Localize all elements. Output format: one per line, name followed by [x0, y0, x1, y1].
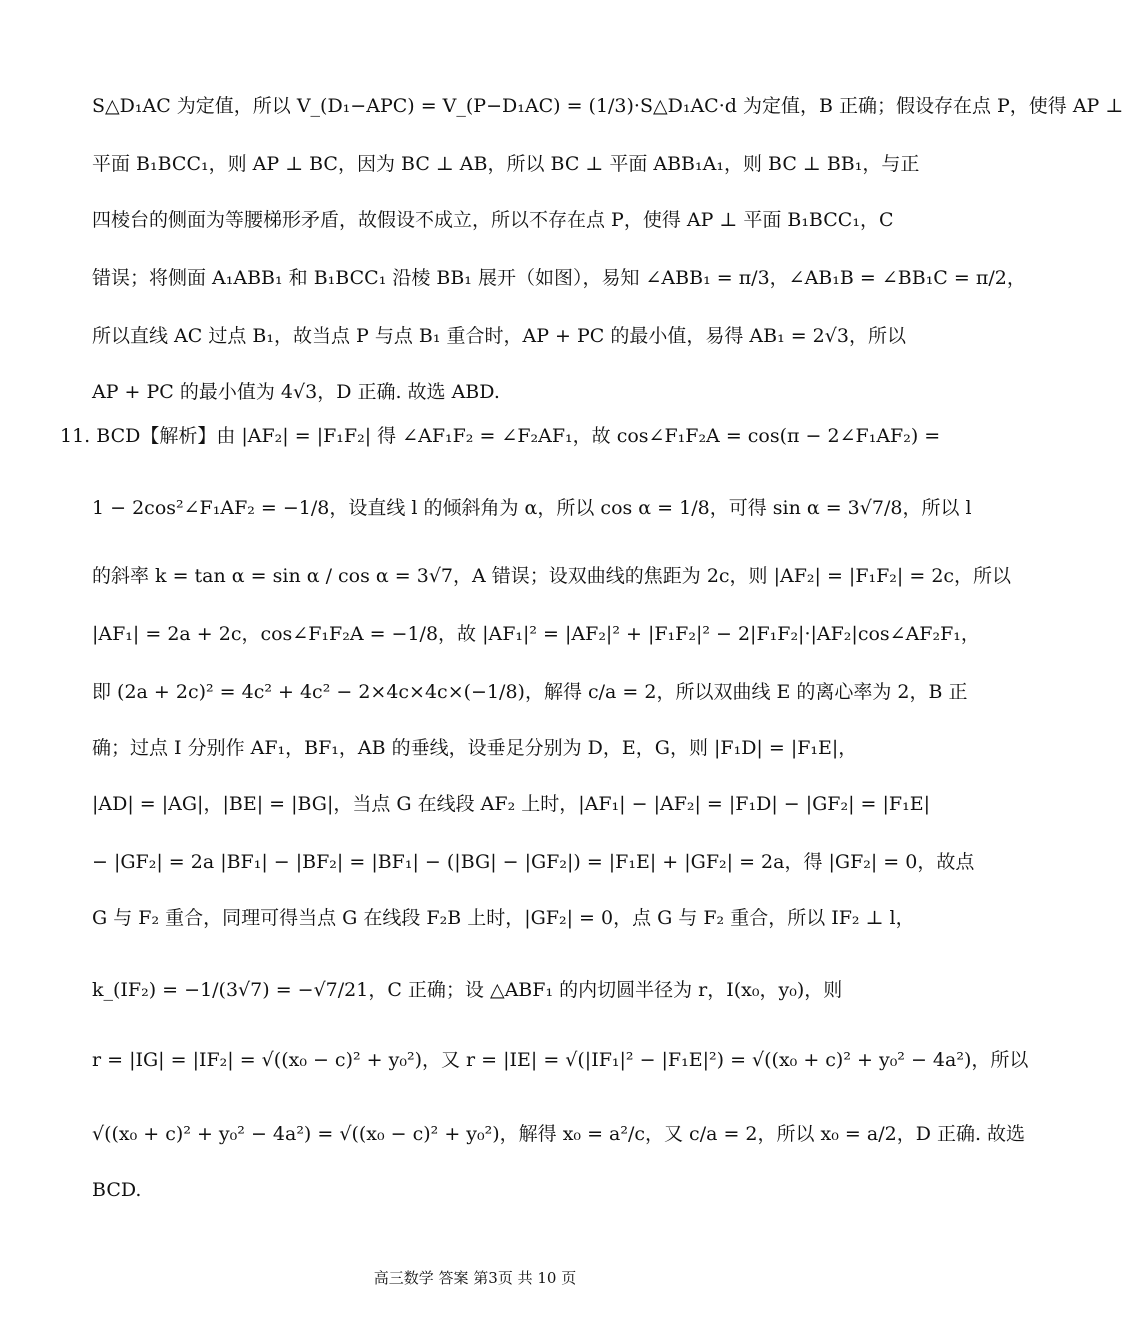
text-line-3: 四棱台的侧面为等腰梯形矛盾，故假设不成立，所以不存在点 P，使得 AP ⊥ 平面 B₁BCC₁，C — [92, 209, 894, 231]
page-footer: 高三数学 答案 第3页 共 10 页 — [373, 1269, 577, 1287]
text-line-11: 即 (2a + 2c)² = 4c² + 4c² − 2×4c×4c×(−1/8)，解得 c/a = 2，所以双曲线 E 的离心率为 2，B 正 — [92, 681, 968, 703]
question-11-header: 11. BCD【解析】由 |AF₂| = |F₁F₂| 得 ∠AF₁F₂ = ∠F₂AF₁，故 cos∠F₁F₂A = cos(π − 2∠F₁AF₂) = — [60, 425, 941, 447]
text-line-15: G 与 F₂ 重合，同理可得当点 G 在线段 F₂B 上时，|GF₂| = 0，点 G 与 F₂ 重合，所以 IF₂ ⊥ l， — [92, 907, 915, 929]
text-line-4: 错误；将侧面 A₁ABB₁ 和 B₁BCC₁ 沿棱 BB₁ 展开（如图），易知 ∠ABB₁ = π/3，∠AB₁B = ∠BB₁C = π/2， — [92, 267, 1026, 289]
text-line-17: r = |IG| = |IF₂| = √((x₀ − c)² + y₀²)，又 r = |IE| = √(|IF₁|² − |F₁E|²) = √((x₀ + c)² + y₀² − 4a²)，所以 — [92, 1049, 1029, 1071]
text-line-13: |AD| = |AG|，|BE| = |BG|，当点 G 在线段 AF₂ 上时，|AF₁| − |AF₂| = |F₁D| − |GF₂| = |F₁E| — [92, 793, 930, 815]
text-line-1: S△D₁AC 为定值，所以 V_(D₁−APC) = V_(P−D₁AC) = (1/3)·S△D₁AC·d 为定值，B 正确；假设存在点 P，使得 AP ⊥ — [92, 95, 1123, 117]
text-line-18: √((x₀ + c)² + y₀² − 4a²) = √((x₀ − c)² + y₀²)，解得 x₀ = a²/c，又 c/a = 2，所以 x₀ = a/2，D 正确. 故选 — [92, 1123, 1026, 1145]
text-line-12: 确；过点 I 分别作 AF₁，BF₁，AB 的垂线，设垂足分别为 D，E，G，则 |F₁D| = |F₁E|， — [92, 737, 858, 759]
text-line-14: − |GF₂| = 2a |BF₁| − |BF₂| = |BF₁| − (|BG| − |GF₂|) = |F₁E| + |GF₂| = 2a，得 |GF₂| = 0，故点 — [92, 851, 975, 873]
text-line-8: 1 − 2cos²∠F₁AF₂ = −1/8，设直线 l 的倾斜角为 α，所以 cos α = 1/8，可得 sin α = 3√7/8，所以 l — [92, 497, 972, 519]
text-line-6: AP + PC 的最小值为 4√3，D 正确. 故选 ABD. — [92, 381, 500, 403]
text-line-19: BCD. — [92, 1179, 142, 1201]
text-line-10: |AF₁| = 2a + 2c，cos∠F₁F₂A = −1/8，故 |AF₁|² = |AF₂|² + |F₁F₂|² − 2|F₁F₂|·|AF₂|cos∠AF₂F₁， — [92, 623, 980, 645]
text-line-16: k_(IF₂) = −1/(3√7) = −√7/21，C 正确；设 △ABF₁ 的内切圆半径为 r，I(x₀，y₀)，则 — [92, 979, 843, 1001]
text-line-5: 所以直线 AC 过点 B₁，故当点 P 与点 B₁ 重合时，AP + PC 的最小值，易得 AB₁ = 2√3，所以 — [92, 325, 906, 347]
text-line-9: 的斜率 k = tan α = sin α / cos α = 3√7，A 错误；设双曲线的焦距为 2c，则 |AF₂| = |F₁F₂| = 2c，所以 — [92, 565, 1012, 587]
text-line-2: 平面 B₁BCC₁，则 AP ⊥ BC，因为 BC ⊥ AB，所以 BC ⊥ 平面 ABB₁A₁，则 BC ⊥ BB₁，与正 — [92, 153, 920, 175]
